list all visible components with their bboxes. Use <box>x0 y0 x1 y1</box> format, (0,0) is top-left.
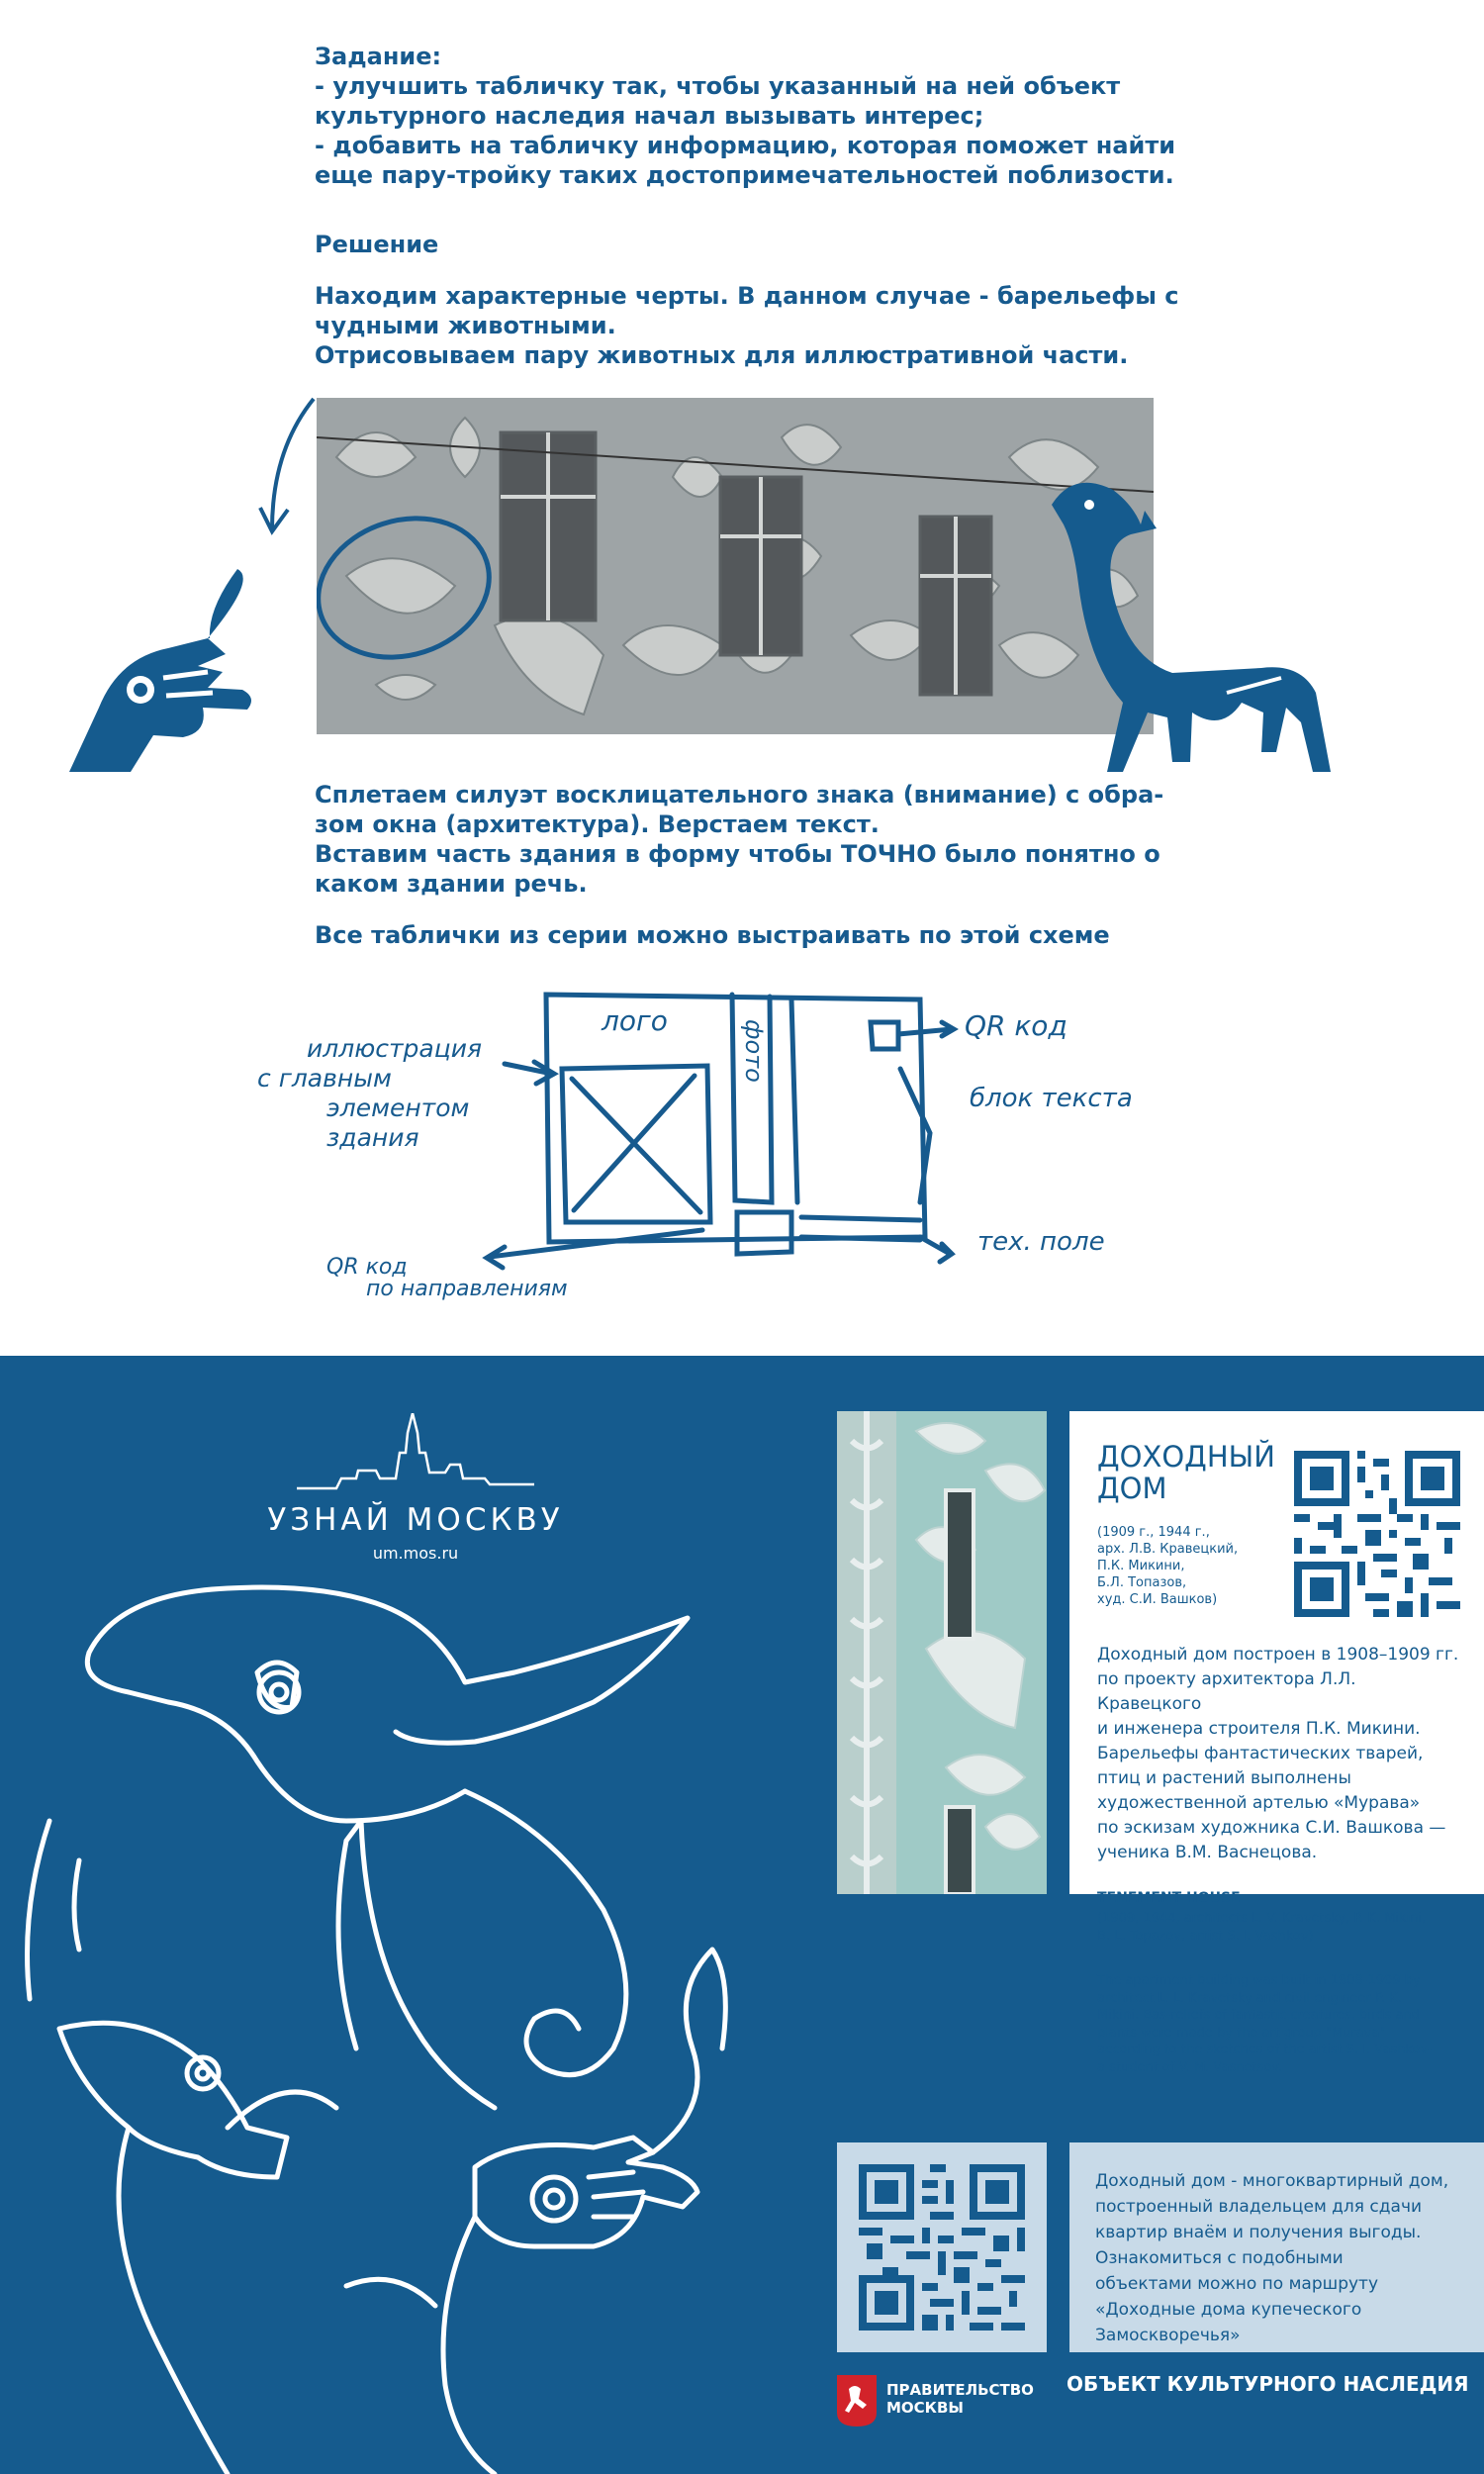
info-meta: (1909 г., 1944 г., арх. Л.В. Кравецкий, П.К. Микини, Б.Л. Топазов, худ. С.И. Вашков) <box>1097 1525 1239 1607</box>
series-note: Все таблички из серии можно выстраивать по этой схеме <box>315 921 1110 949</box>
solution2-line: зом окна (архитектура). Верстаем текст. <box>315 810 880 838</box>
route-qr-panel <box>837 2142 1047 2352</box>
info-description-ru: Доходный дом построен в 1908–1909 гг. по проекту архитектора Л.Л. Кравецкого и инженера строителя П.К. Микини. Барельефы фантастических тварей, птиц и растений выполнены художественной артелью «Мурава» по эскизам художника С.И. Вашкова — ученика В.М. Васнецова. <box>1097 1645 1459 1862</box>
poster: УЗНАЙ МОСКВУ um.mos.ru ДОХОДНЫЙ ДОМ (1909 г., 1944 г., арх. Л.В. Кравецкий, П.К. Микини, Б.Л. Топазов, худ. С.И. Вашков) Доходный дом построен в 1908–1909 гг. по проекту архитектора Л.Л. Кравецкого и инженера строителя П.К. Микини. Барельефы фантастических тварей, птиц и растений выполнены художественной артелью «Мурава» по эскизам художника С.И. Вашкова — ученика В.М. Васнецова. TENEMENT HOUSE Доходный дом - многоквартирный дом, построенный владельцем для сдачи квартир внаём и получения выгоды. Ознакомиться с подобными объектами можно по маршруту «Доходные дома купеческого Замоскворечья» ПРАВИТЕЛЬСТВО МОСКВЫ ОБЪЕКТ КУЛЬТУРНОГО НАСЛЕДИЯ <box>0 1356 1484 2474</box>
info-en-meta: (1909, 1944, architects L. V. Kravetsky, P. K. Mikini, B. L. Topazov, artist S. I. Vashkov) <box>1097 1911 1427 1944</box>
deer-creature-illustration <box>1034 465 1350 782</box>
solution-line: чудными животными. <box>315 312 616 339</box>
info-en-title: TENEMENT HOUSE <box>1097 1890 1241 1906</box>
qr-code-icon[interactable] <box>1294 1451 1460 1617</box>
info-card <box>1069 1411 1484 1906</box>
sketch-photo-label: фото <box>740 1019 768 1083</box>
layout-sketch <box>237 975 1217 1311</box>
dragon-head-illustration <box>59 569 257 777</box>
moscow-coat-of-arms-icon <box>837 2375 877 2426</box>
sketch-text-block-label: блок текста <box>970 1084 1133 1113</box>
info-en-body: The apartment building was built in 1908-1909 by architect L. L. Kravetsky and civil engineer P. K. Mikini. Bas-reliefs of fantastic creatures, birds and plants were made by the art group "Murava" according to the sketches of the artist S. I. Vashkov- a student of V. M. Vasnetsov. <box>1097 1973 1433 2075</box>
solution-heading: Решение <box>315 231 439 258</box>
route-info-panel <box>1069 2142 1484 2352</box>
task-line: - улучшить табличку так, чтобы указанный на ней объект <box>315 72 1121 100</box>
task-line: культурного наследия начал вызывать интерес; <box>315 102 984 130</box>
solution2-line: Сплетаем силуэт восклицательного знака (внимание) с обра- <box>315 781 1164 809</box>
building-photo <box>837 1411 1047 1894</box>
skyline-icon <box>297 1413 534 1492</box>
sketch-logo-label: лого <box>602 1004 668 1037</box>
task-line: еще пару-тройку таких достопримечательностей поблизости. <box>315 161 1174 189</box>
facade-photo <box>317 398 1154 734</box>
task-heading: Задание: <box>315 43 442 70</box>
arrow-icon <box>252 391 331 549</box>
solution-line: Отрисовываем пару животных для иллюстративной части. <box>315 341 1129 369</box>
solution-section <box>315 230 1205 370</box>
sketch-tech-field-label: тех. поле <box>977 1227 1105 1257</box>
solution-line: Находим характерные черты. В данном случае - барельефы с <box>315 282 1179 310</box>
heritage-object-label: ОБЪЕКТ КУЛЬТУРНОГО НАСЛЕДИЯ <box>1067 2372 1469 2396</box>
info-title: ДОХОДНЫЙ ДОМ <box>1097 1440 1275 1505</box>
sketch-illustration-label: иллюстрация с главным элементом здания <box>257 1034 483 1152</box>
solution2-section <box>315 780 1205 950</box>
sketch-qr-label: QR код <box>965 1009 1067 1042</box>
route-text: Доходный дом - многоквартирный дом, построенный владельцем для сдачи квартир внаём и получения выгоды. Ознакомиться с подобными объектами можно по маршруту «Доходные дома купеческого Замоскворечья» <box>1095 2171 1449 2345</box>
task-line: - добавить на табличку информацию, которая поможет найти <box>315 132 1176 159</box>
solution2-line: каком здании речь. <box>315 870 588 898</box>
logo-url[interactable]: um.mos.ru <box>372 1544 459 1563</box>
task-section <box>315 42 1205 190</box>
logo-title: УЗНАЙ МОСКВУ <box>267 1502 564 1538</box>
uznai-moskvu-logo <box>247 1413 584 1563</box>
sketch-qr-routes-label: QR код по направлениям <box>326 1255 568 1301</box>
route-qr-code-icon[interactable] <box>859 2164 1025 2331</box>
solution2-line: Вставим часть здания в форму чтобы ТОЧНО было понятно о <box>315 840 1160 868</box>
